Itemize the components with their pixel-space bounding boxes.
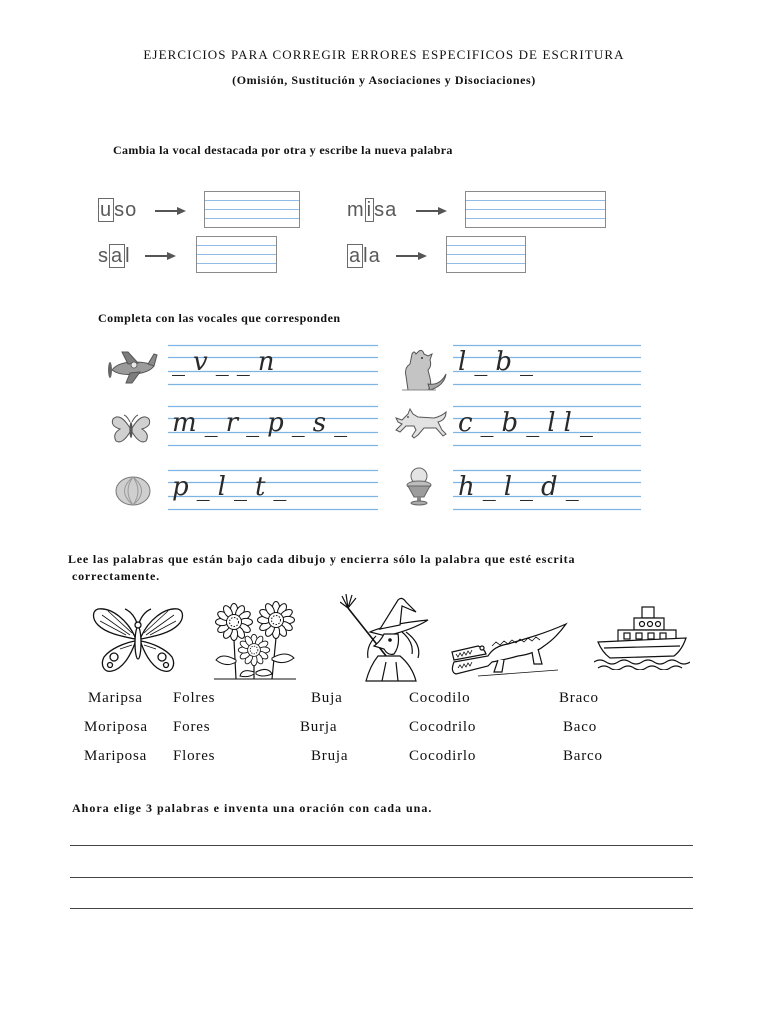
answer-box xyxy=(446,236,526,273)
vowel-fill-word: _v__n xyxy=(172,347,283,377)
word-option: Flores xyxy=(173,748,216,764)
wolf-icon xyxy=(392,346,448,392)
word-option: Cocodilo xyxy=(409,690,471,706)
highlighted-vowel: a xyxy=(111,245,124,267)
arrow-right-icon xyxy=(145,251,177,261)
butterfly-icon xyxy=(90,603,186,677)
word-option: Buja xyxy=(311,690,343,706)
answer-box xyxy=(465,191,606,228)
highlighted-vowel: a xyxy=(349,245,362,267)
exercise-1-word-uso xyxy=(98,199,137,221)
highlighted-vowel: u xyxy=(100,199,113,221)
word-prefix: m xyxy=(347,199,365,221)
exercise-1-word-ala xyxy=(347,245,381,267)
word-option: Cocodrilo xyxy=(409,719,477,735)
answer-line xyxy=(70,845,693,846)
page-subtitle: (Omisión, Sustitución y Asociaciones y Disociaciones) xyxy=(232,73,536,87)
exercise-2-instruction: Completa con las vocales que corresponden xyxy=(98,311,341,325)
word-option: Barco xyxy=(563,748,603,764)
word-suffix: l xyxy=(125,245,131,267)
word-option: Mariposa xyxy=(84,748,148,764)
answer-line xyxy=(70,908,693,909)
vowel-fill-word: c_b_ll_ xyxy=(458,408,601,438)
word-option: Burja xyxy=(300,719,338,735)
ball-icon xyxy=(114,475,152,507)
ice-cream-icon xyxy=(404,466,434,506)
word-option: Moriposa xyxy=(84,719,148,735)
vowel-fill-word: h_l_d_ xyxy=(458,472,587,502)
boat-icon xyxy=(594,604,690,670)
exercise-4-instruction: Ahora elige 3 palabras e inventa una oración con cada una. xyxy=(72,801,433,815)
arrow-right-icon xyxy=(416,206,448,216)
arrow-right-icon xyxy=(155,206,187,216)
word-prefix: s xyxy=(98,245,109,267)
exercise-1-instruction: Cambia la vocal destacada por otra y escribe la nueva palabra xyxy=(113,143,453,157)
word-option: Braco xyxy=(559,690,599,706)
word-option: Baco xyxy=(563,719,598,735)
vowel-fill-word: m_r_p_s_ xyxy=(172,408,356,438)
answer-line xyxy=(70,877,693,878)
word-option: Folres xyxy=(173,690,216,706)
answer-box xyxy=(196,236,277,273)
highlighted-vowel: i xyxy=(366,199,373,221)
word-option: Maripsa xyxy=(88,690,143,706)
flowers-icon xyxy=(212,600,298,680)
answer-box xyxy=(204,191,300,228)
page-title: EJERCICIOS PARA CORREGIR ERRORES ESPECIFICOS DE ESCRITURA xyxy=(143,47,625,62)
word-option: Fores xyxy=(173,719,211,735)
word-suffix: sa xyxy=(374,199,398,221)
exercise-3-instruction-continued: correctamente. xyxy=(72,569,160,583)
arrow-right-icon xyxy=(396,251,428,261)
exercise-3-instruction: Lee las palabras que están bajo cada dibujo y encierra sólo la palabra que esté escrita xyxy=(68,552,576,566)
word-option: Cocodirlo xyxy=(409,748,477,764)
horse-icon xyxy=(392,408,448,440)
witch-icon xyxy=(340,594,434,682)
word-suffix: so xyxy=(114,199,138,221)
airplane-icon xyxy=(104,350,158,384)
crocodile-icon xyxy=(448,616,568,678)
vowel-fill-word: p_l_t_ xyxy=(172,472,295,502)
vowel-fill-word: l_b_ xyxy=(458,347,541,377)
butterfly-icon xyxy=(110,412,152,446)
exercise-1-word-sal xyxy=(98,245,131,267)
exercise-1-word-misa xyxy=(347,199,397,221)
word-option: Bruja xyxy=(311,748,349,764)
word-suffix: la xyxy=(363,245,381,267)
